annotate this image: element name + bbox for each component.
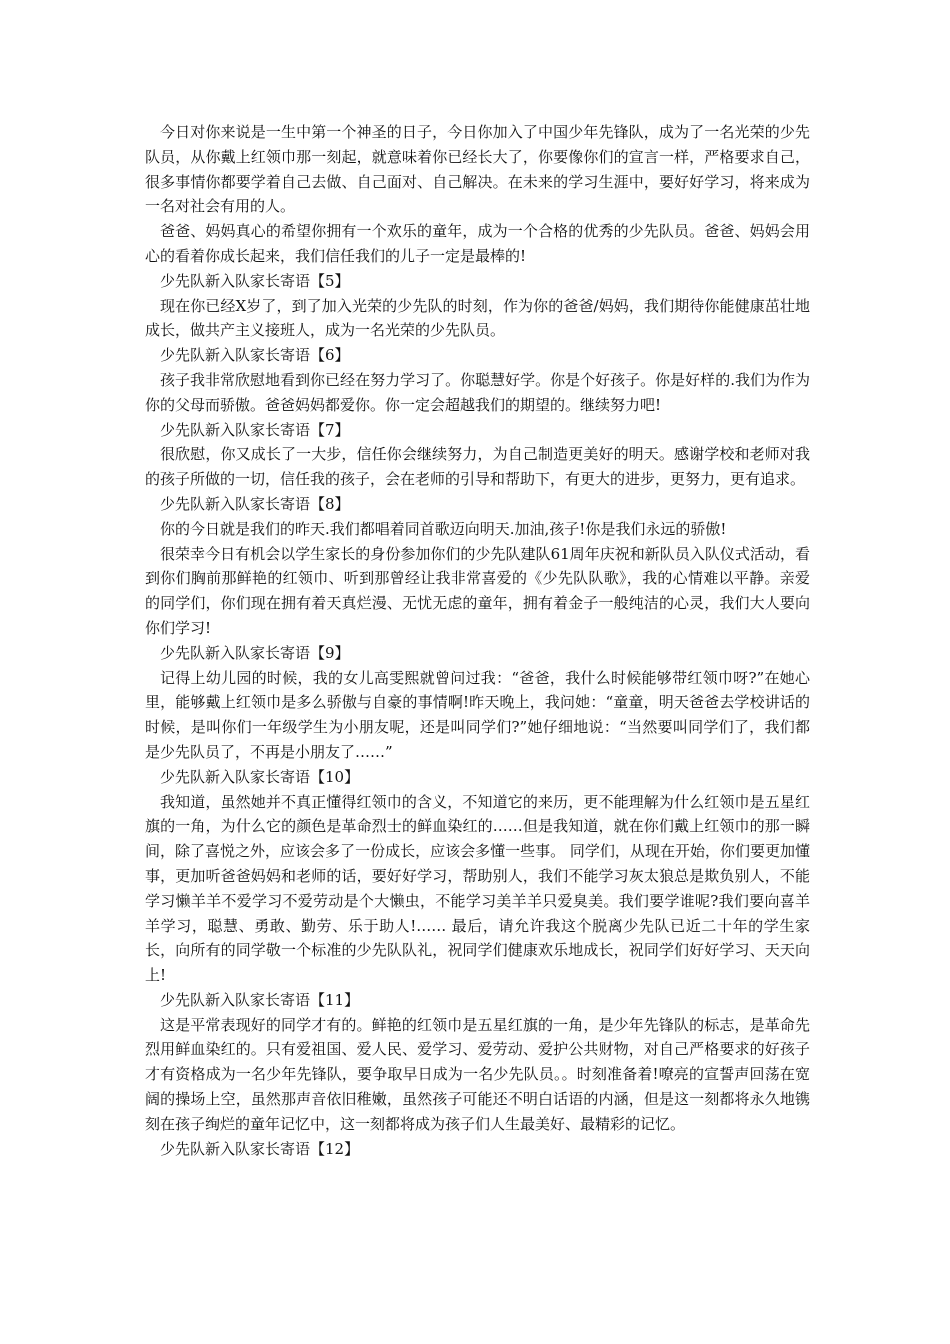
paragraph: 记得上幼儿园的时候，我的女儿高雯熙就曾问过我：“爸爸，我什么时候能够带红领巾呀?”在她心里，能够戴上红领巾是多么骄傲与自豪的事情啊!昨天晚上，我问她：“童童，明天爸爸去学校讲话的时候，是叫你们一年级学生为小朋友呢，还是叫同学们?”她仔细地说：“当然要叫同学们了，我们都是少先队员了，不再是小朋友了……” xyxy=(145,668,810,761)
section-heading: 少先队新入队家长寄语【7】 xyxy=(160,420,350,439)
paragraph: 爸爸、妈妈真心的希望你拥有一个欢乐的童年，成为一个合格的优秀的少先队员。爸爸、妈妈会用心的看着你成长起来，我们信任我们的儿子一定是最棒的! xyxy=(145,222,810,265)
section-heading: 少先队新入队家长寄语【9】 xyxy=(160,643,350,662)
section-heading: 少先队新入队家长寄语【6】 xyxy=(160,346,350,365)
paragraph: 很欣慰，你又成长了一大步，信任你会继续努力，为自己制造更美好的明天。感谢学校和老师对我的孩子所做的一切，信任我的孩子，会在老师的引导和帮助下，有更大的进步，更努力，更有追求。 xyxy=(145,445,810,489)
section-heading: 少先队新入队家长寄语【8】 xyxy=(160,494,350,513)
paragraph: 今日对你来说是一生中第一个神圣的日子，今日你加入了中国少年先锋队，成为了一名光荣的少先队员，从你戴上红领巾那一刻起，就意味着你已经长大了，你要像你们的宣言一样，严格要求自己，很多事情你都要学着自己去做、自己面对、自己解决。在未来的学习生涯中，要好好学习，将来成为一名对社会有用的人。 xyxy=(145,123,810,216)
paragraph: 你的今日就是我们的昨天.我们都唱着同首歌迈向明天.加油,孩子!你是我们永远的骄傲! xyxy=(160,519,727,538)
paragraph: 这是平常表现好的同学才有的。鲜艳的红领巾是五星红旗的一角，是少年先锋队的标志，是革命先烈用鲜血染红的。只有爱祖国、爱人民、爱学习、爱劳动、爱护公共财物，对自己严格要求的好孩子才有资格成为一名少年先锋队，要争取早日成为一名少先队员。。时刻准备着!嘹亮的宣誓声回荡在宽阔的操场上空，虽然那声音依旧稚嫩，虽然孩子可能还不明白话语的内涵，但是这一刻都将永久地镌刻在孩子绚烂的童年记忆中，这一刻都将成为孩子们人生最美好、最精彩的记忆。 xyxy=(145,1015,810,1133)
section-heading: 少先队新入队家长寄语【10】 xyxy=(160,767,360,786)
section-heading: 少先队新入队家长寄语【12】 xyxy=(160,1139,360,1158)
paragraph: 很荣幸今日有机会以学生家长的身份参加你们的少先队建队61周年庆祝和新队员入队仪式活动，看到你们胸前那鲜艳的红领巾、听到那曾经让我非常喜爱的《少先队队歌》，我的心情难以平静。亲爱的同学们，你们现在拥有着天真烂漫、无忧无虑的童年，拥有着金子一般纯洁的心灵，我们大人要向你们学习! xyxy=(145,544,810,637)
section-heading: 少先队新入队家长寄语【5】 xyxy=(160,271,350,290)
section-heading: 少先队新入队家长寄语【11】 xyxy=(160,990,360,1009)
paragraph: 我知道，虽然她并不真正懂得红领巾的含义，不知道它的来历，更不能理解为什么红领巾是五星红旗的一角，为什么它的颜色是革命烈士的鲜血染红的……但是我知道，就在你们戴上红领巾的那一瞬间，除了喜悦之外，应该会多了一份成长，应该会多懂一些事。 同学们，从现在开始，你们要更加懂事，更加听爸爸妈妈和老师的话，要好好学习，帮助别人，我们不能学习灰太狼总是欺负别人，不能学习懒羊羊不爱学习不爱劳动是个大懒虫，不能学习美羊羊只爱臭美。我们要学谁呢?我们要向喜羊羊学习，聪慧、勇敢、勤劳、乐于助人!…… 最后，请允许我这个脱离少先队已近二十年的学生家长，向所有的同学敬一个标准的少先队队礼，祝同学们健康欢乐地成长，祝同学们好好学习、天天向上! xyxy=(145,792,810,985)
document-body xyxy=(145,120,810,1161)
paragraph: 现在你已经X岁了，到了加入光荣的少先队的时刻，作为你的爸爸/妈妈，我们期待你能健康茁壮地成长，做共产主义接班人，成为一名光荣的少先队员。 xyxy=(145,296,810,340)
paragraph: 孩子我非常欣慰地看到你已经在努力学习了。你聪慧好学。你是个好孩子。你是好样的.我们为作为你的父母而骄傲。爸爸妈妈都爱你。你一定会超越我们的期望的。继续努力吧! xyxy=(145,370,810,414)
